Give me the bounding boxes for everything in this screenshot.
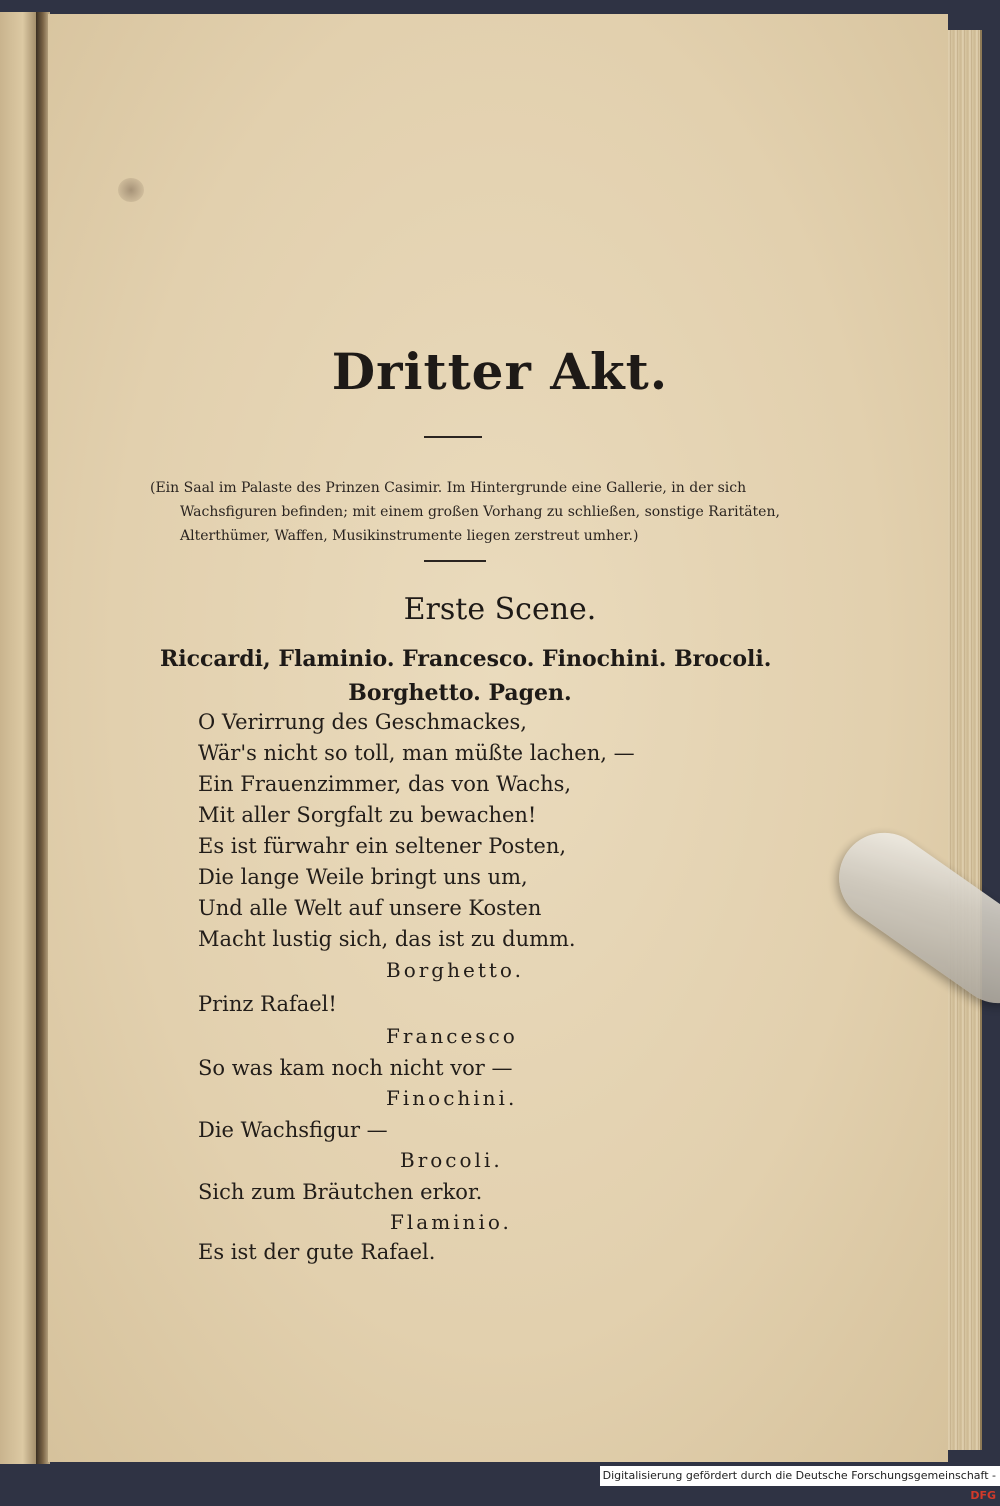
dialogue-line: Es ist der gute Rafael. bbox=[198, 1240, 436, 1264]
dialogue-line: Sich zum Bräutchen erkor. bbox=[198, 1180, 483, 1204]
page-smudge bbox=[118, 178, 144, 202]
dialogue-line: So was kam noch nicht vor — bbox=[198, 1056, 513, 1080]
cast-line: Borghetto. Pagen. bbox=[348, 680, 572, 706]
speaker-name: Finochini. bbox=[386, 1086, 518, 1110]
verse-line: Ein Frauenzimmer, das von Wachs, bbox=[198, 772, 572, 796]
dfg-logo: DFG bbox=[970, 1489, 996, 1502]
verse-line: Es ist fürwahr ein seltener Posten, bbox=[198, 834, 567, 858]
footer-text: Digitalisierung gefördert durch die Deutsche Forschungsgemeinschaft - bbox=[602, 1469, 996, 1482]
title-rule bbox=[424, 436, 482, 438]
stage-direction bbox=[150, 476, 780, 548]
stage-direction-line: (Ein Saal im Palaste des Prinzen Casimir. Im Hintergrunde eine Gallerie, in der sich bbox=[150, 480, 747, 496]
adjacent-page-edge bbox=[0, 12, 38, 1464]
dialogue-line: Prinz Rafael! bbox=[198, 992, 337, 1016]
speaker-name: Flaminio. bbox=[390, 1210, 512, 1234]
act-title: Dritter Akt. bbox=[331, 342, 669, 401]
verse-line: Wär's nicht so toll, man müßte lachen, — bbox=[198, 741, 635, 765]
speaker-name: Francesco bbox=[386, 1024, 518, 1048]
stage-direction-line: Wachsfiguren befinden; mit einem großen Vorhang zu schließen, sonstige Raritäten, bbox=[180, 504, 780, 520]
cast-line: Riccardi, Flaminio. Francesco. Finochini. Brocoli. bbox=[160, 646, 772, 672]
speaker-name: Borghetto. bbox=[386, 958, 524, 982]
dialogue-line: Die Wachsfigur — bbox=[198, 1118, 388, 1142]
direction-rule bbox=[424, 560, 486, 562]
speaker-name: Brocoli. bbox=[400, 1148, 503, 1172]
cast-list bbox=[160, 642, 772, 710]
scene-heading: Erste Scene. bbox=[403, 592, 597, 627]
book-page bbox=[48, 14, 948, 1462]
stage-direction-line: Alterthümer, Waffen, Musikinstrumente liegen zerstreut umher.) bbox=[180, 528, 639, 544]
footer-bar bbox=[600, 1466, 1000, 1502]
verse-line: Macht lustig sich, das ist zu dumm. bbox=[198, 927, 576, 951]
verse-line: O Verirrung des Geschmackes, bbox=[198, 710, 527, 734]
verse-line: Und alle Welt auf unsere Kosten bbox=[198, 896, 542, 920]
verse-line: Mit aller Sorgfalt zu bewachen! bbox=[198, 803, 537, 827]
verse-line: Die lange Weile bringt uns um, bbox=[198, 865, 528, 889]
